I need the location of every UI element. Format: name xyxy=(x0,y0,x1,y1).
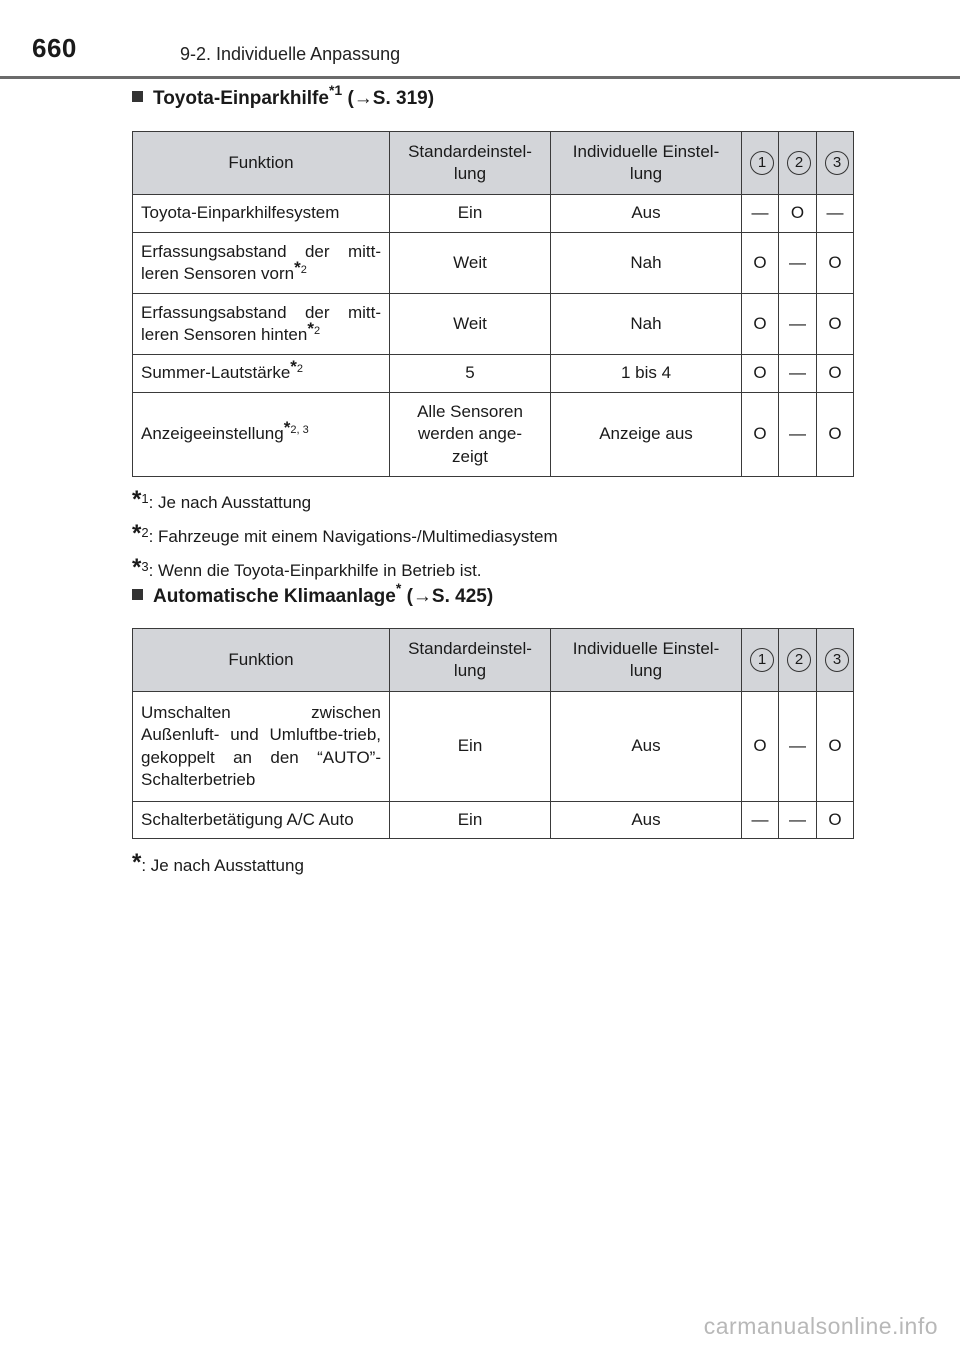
col-header-individual: Individuelle Einstel- lung xyxy=(551,629,742,692)
cell-default: Weit xyxy=(390,233,551,294)
cell-individual: 1 bis 4 xyxy=(551,355,742,393)
cell-individual: Aus xyxy=(551,802,742,839)
table-row xyxy=(133,355,854,393)
col-header-2: 2 xyxy=(779,132,817,195)
square-bullet-icon xyxy=(132,589,143,600)
cell-3: — xyxy=(817,195,854,233)
heading-parking-assist xyxy=(132,82,435,110)
table-row xyxy=(133,233,854,294)
col-header-default: Standardeinstel- lung xyxy=(390,132,551,195)
cell-3: O xyxy=(817,355,854,393)
cell-default: Alle Sensoren werden ange- zeigt xyxy=(390,393,551,477)
table-row xyxy=(133,692,854,802)
col-header-1: 1 xyxy=(742,132,779,195)
heading-title: Toyota-Einparkhilfe xyxy=(153,88,329,109)
cell-function: Anzeigeeinstellung$^{*2, 3}$ xyxy=(133,393,390,477)
cell-function: Umschalten zwischen Außenluft- und Umluftbe-trieb, gekoppelt an den “AUTO”-Schalterbetrieb xyxy=(133,692,390,802)
col-header-3: 3 xyxy=(817,629,854,692)
square-bullet-icon xyxy=(132,91,143,102)
cell-individual: Aus xyxy=(551,692,742,802)
col-header-1: 1 xyxy=(742,629,779,692)
footnote: $^{*3}$: Wenn die Toyota-Einparkhilfe in Betrieb ist. xyxy=(132,554,482,581)
parking-assist-table xyxy=(132,131,854,477)
cell-2: — xyxy=(779,355,817,393)
cell-3: O xyxy=(817,802,854,839)
table-row xyxy=(133,393,854,477)
climate-table xyxy=(132,628,854,839)
section-title: 9-2. Individuelle Anpassung xyxy=(180,44,401,64)
cell-2: — xyxy=(779,393,817,477)
page-number: 660 xyxy=(32,33,77,63)
heading-footnote-mark: *1 xyxy=(328,82,343,98)
col-header-function: Funktion xyxy=(133,629,390,692)
col-header-individual: Individuelle Einstel- lung xyxy=(551,132,742,195)
cell-2: — xyxy=(779,802,817,839)
table-row xyxy=(133,195,854,233)
cell-1: O xyxy=(742,355,779,393)
col-header-default: Standardeinstel- lung xyxy=(390,629,551,692)
heading-footnote-mark: * xyxy=(395,580,402,596)
cell-default: Ein xyxy=(390,195,551,233)
cell-individual: Nah xyxy=(551,233,742,294)
cell-individual: Anzeige aus xyxy=(551,393,742,477)
col-header-2: 2 xyxy=(779,629,817,692)
cell-individual: Aus xyxy=(551,195,742,233)
cell-1: O xyxy=(742,692,779,802)
page-reference: (→S. 425) xyxy=(406,586,494,607)
cell-default: 5 xyxy=(390,355,551,393)
cell-2: — xyxy=(779,294,817,355)
col-header-3: 3 xyxy=(817,132,854,195)
col-header-function: Funktion xyxy=(133,132,390,195)
cell-function: Schalterbetätigung A/C Auto xyxy=(133,802,390,839)
heading-title: Automatische Klimaanlage xyxy=(153,586,396,607)
cell-2: — xyxy=(779,692,817,802)
cell-2: O xyxy=(779,195,817,233)
header-divider xyxy=(0,76,960,79)
cell-3: O xyxy=(817,692,854,802)
cell-function: Erfassungsabstand der mitt-leren Sensoren hinten$^{*2}$ xyxy=(133,294,390,355)
cell-function: Summer-Lautstärke$^{*2}$ xyxy=(133,355,390,393)
cell-1: — xyxy=(742,195,779,233)
footnote: $^{*1}$: Je nach Ausstattung xyxy=(132,486,312,513)
cell-1: O xyxy=(742,393,779,477)
cell-1: O xyxy=(742,233,779,294)
cell-function: Toyota-Einparkhilfesystem xyxy=(133,195,390,233)
cell-default: Weit xyxy=(390,294,551,355)
cell-default: Ein xyxy=(390,692,551,802)
table-row xyxy=(133,802,854,839)
heading-climate-control xyxy=(132,580,494,608)
cell-default: Ein xyxy=(390,802,551,839)
cell-3: O xyxy=(817,294,854,355)
table-row xyxy=(133,294,854,355)
cell-3: O xyxy=(817,393,854,477)
cell-2: — xyxy=(779,233,817,294)
footnote: $^{*2}$: Fahrzeuge mit einem Navigations-/Multimediasystem xyxy=(132,520,558,547)
page-reference: (→S. 319) xyxy=(347,88,435,109)
cell-3: O xyxy=(817,233,854,294)
cell-individual: Nah xyxy=(551,294,742,355)
cell-function: Erfassungsabstand der mitt-leren Sensoren vorn$^{*2}$ xyxy=(133,233,390,294)
footnote: *: Je nach Ausstattung xyxy=(132,849,304,876)
cell-1: — xyxy=(742,802,779,839)
cell-1: O xyxy=(742,294,779,355)
watermark: carmanualsonline.info xyxy=(703,1313,938,1339)
